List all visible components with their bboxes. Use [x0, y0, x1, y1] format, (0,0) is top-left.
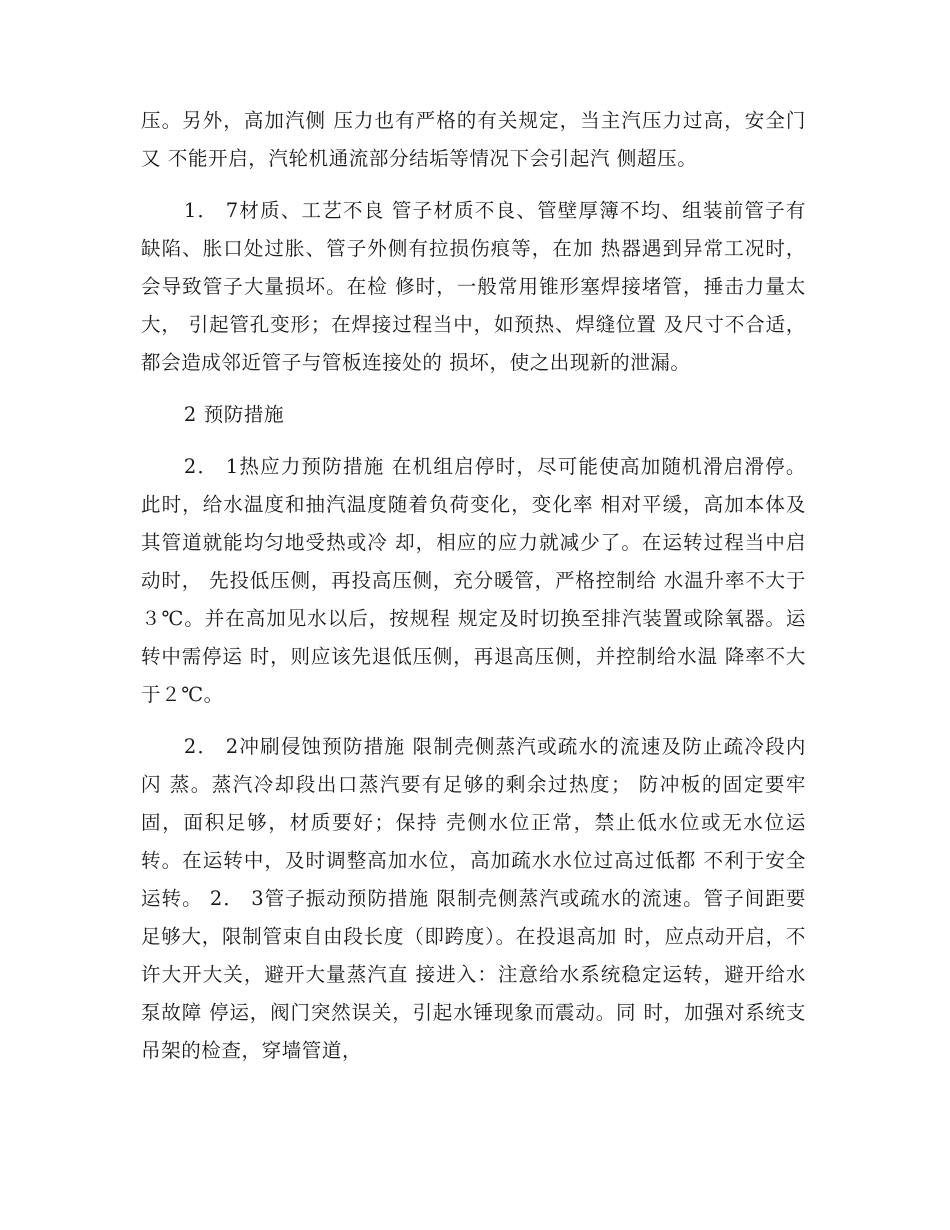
paragraph-erosion-vibration-prevention: 2． 2冲刷侵蚀预防措施 限制壳侧蒸汽或疏水的流速及防止疏冷段内闪 蒸。蒸汽冷却段出口蒸汽要有足够的剩余过热度； 防冲板的固定要牢固，面积足够，材质要好；保持 壳侧水位正常，禁止低水位或无水位运转。在运转中，及时调整高加水位，高加疏水水位过高过低都 不利于安全运转。 2． 3管子振动预防措施 限制壳侧蒸汽或疏水的流速。管子间距要足够大，限制管束自由段长度（即跨度）。在投退高加 时，应点动开启，不许大开大关，避开大量蒸汽直 接进入：注意给水系统稳定运转，避开给水泵故障 停运，阀门突然误关，引起水锤现象而震动。同 时，加强对系统支吊架的检查，穿墙管道，	[141, 735, 806, 1062]
section-heading-prevention: 2 预防措施	[183, 403, 285, 426]
paragraph-material-defects: 1． 7材质、工艺不良 管子材质不良、管壁厚簿不均、组装前管子有 缺陷、胀口处过胀、管子外侧有拉损伤痕等，在加 热器遇到异常工况时，会导致管子大量损坏。在检 修时，一般常用锥形塞焊接堵管，捶击力量太大， 引起管孔变形；在焊接过程当中，如预热、焊缝位置 及尺寸不合适，都会造成邻近管子与管板连接处的 损坏，使之出现新的泄漏。	[141, 199, 806, 374]
document-body	[141, 102, 806, 1084]
paragraph-overpressure-continued: 压。另外，高加汽侧 压力也有严格的有关规定，当主汽压力过高，安全门又 不能开启，汽轮机通流部分结垢等情况下会引起汽 侧超压。	[141, 109, 806, 170]
paragraph-thermal-stress-prevention: 2． 1热应力预防措施 在机组启停时，尽可能使高加随机滑启滑停。 此时，给水温度和抽汽温度随着负荷变化，变化率 相对平缓，高加本体及其管道就能均匀地受热或冷 却，相应的应力就减少了。在运转过程当中启动时， 先投低压侧，再投高压侧，充分暖管，严格控制给 水温升率不大于３℃。并在高加见水以后，按规程 规定及时切换至排汽装置或除氧器。运转中需停运 时，则应该先退低压侧，再退高压侧，并控制给水温 降率不大于２℃。	[141, 455, 806, 706]
